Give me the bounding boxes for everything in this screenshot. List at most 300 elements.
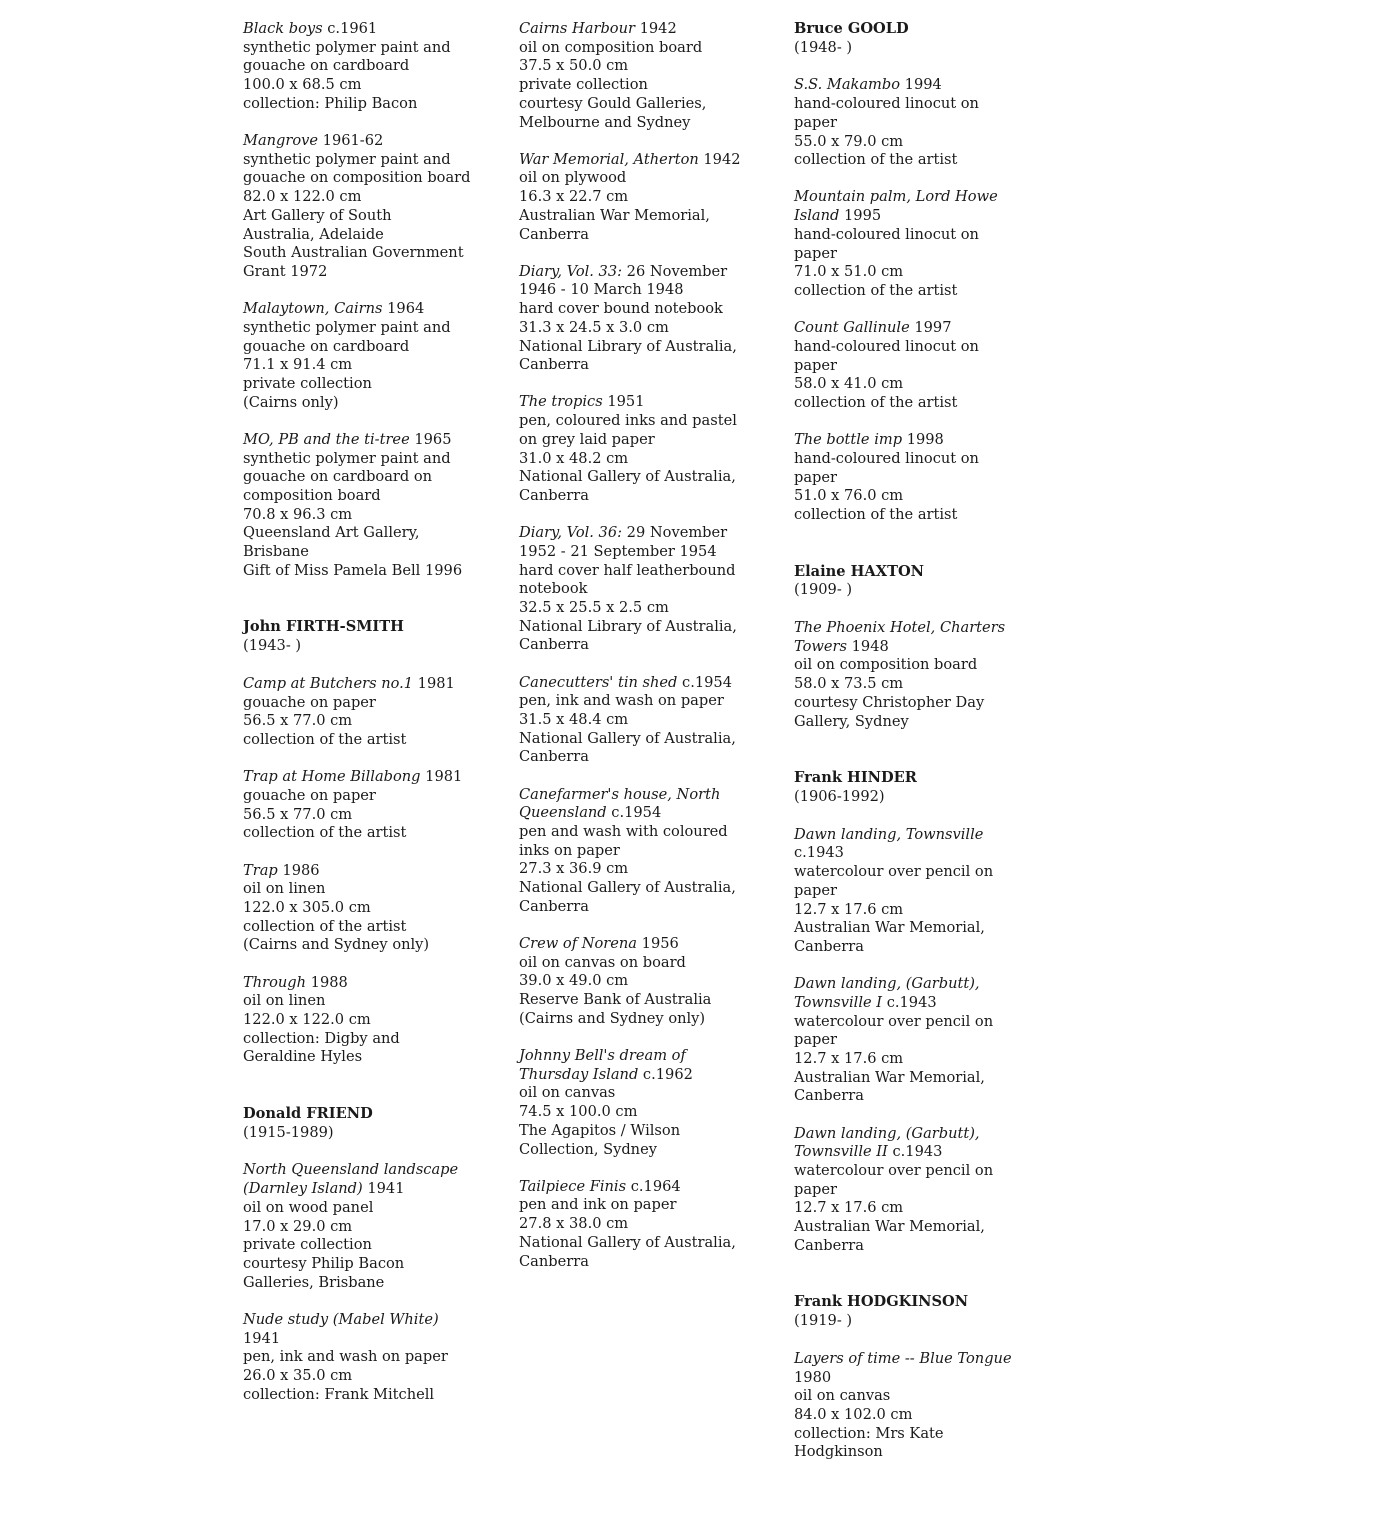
artwork-line: [243, 1330, 493, 1349]
artwork-line: [243, 1199, 493, 1218]
artwork-line: [794, 1218, 1044, 1237]
artwork-line: [794, 188, 1044, 207]
artwork-detail: pen, ink and wash on paper: [519, 692, 724, 710]
artwork-detail: private collection: [243, 1236, 372, 1254]
artwork-detail: (Cairns only): [243, 393, 339, 411]
artwork-line: [243, 338, 493, 357]
artwork-line: [794, 226, 1044, 245]
artwork-detail: watercolour over pencil on: [794, 863, 994, 881]
artwork-line: [794, 245, 1044, 264]
artwork-line: [519, 393, 764, 412]
artist-name: Donald FRIEND: [243, 1105, 373, 1123]
artwork-line: [243, 39, 493, 58]
artwork-detail: 1965: [409, 430, 452, 448]
artwork-line: [794, 919, 1044, 938]
artwork-detail: 58.0 x 41.0 cm: [794, 375, 904, 393]
artwork-detail: National Gallery of Australia,: [519, 729, 736, 747]
artwork-detail: on grey laid paper: [519, 430, 655, 448]
artwork-entry: [519, 674, 764, 768]
artwork-line: [794, 1406, 1044, 1425]
artwork-detail: (Cairns and Sydney only): [243, 936, 430, 954]
artwork-line: [519, 412, 764, 431]
artwork-line: [794, 1387, 1044, 1406]
artist-name: Frank HODGKINSON: [794, 1293, 969, 1311]
artwork-title: Towers: [794, 637, 847, 655]
artwork-title: Malaytown, Cairns: [243, 300, 383, 318]
artwork-title: MO, PB and the ti-tree: [243, 430, 410, 448]
artwork-detail: collection of the artist: [243, 824, 407, 842]
artwork-title: Black boys: [243, 20, 323, 37]
artwork-detail: Canberra: [794, 1236, 864, 1254]
artwork-line: [243, 562, 493, 581]
artwork-detail: Grant 1972: [243, 262, 328, 280]
artwork-line: [519, 95, 764, 114]
artwork-title: (Darnley Island): [243, 1180, 363, 1198]
artwork-line: [519, 954, 764, 973]
artwork-line: [794, 282, 1044, 301]
artwork-entry: [519, 1047, 764, 1159]
artwork-line: [243, 450, 493, 469]
artwork-detail: The Agapitos / Wilson: [519, 1121, 681, 1139]
artwork-detail: 1994: [900, 76, 942, 94]
artwork-detail: 12.7 x 17.6 cm: [794, 1049, 904, 1067]
artwork-line: [794, 1425, 1044, 1444]
artwork-detail: courtesy Philip Bacon: [243, 1254, 405, 1272]
artwork-line: [794, 394, 1044, 413]
artwork-line: [794, 1125, 1044, 1144]
artwork-line: [243, 675, 493, 694]
artwork-detail: 26 November: [622, 262, 728, 280]
artwork-line: [519, 935, 764, 954]
artwork-line: [794, 1199, 1044, 1218]
artwork-line: [243, 319, 493, 338]
artwork-detail: paper: [794, 1180, 837, 1198]
artwork-detail: Hodgkinson: [794, 1443, 883, 1461]
artwork-line: [243, 1236, 493, 1255]
artwork-detail: 37.5 x 50.0 cm: [519, 57, 629, 75]
artwork-detail: 1946 - 10 March 1948: [519, 281, 684, 299]
artwork-detail: Brisbane: [243, 543, 309, 561]
artwork-detail: collection: Mrs Kate: [794, 1424, 944, 1442]
artwork-line: [243, 188, 493, 207]
artwork-entry: [794, 1350, 1044, 1462]
artwork-detail: National Library of Australia,: [519, 337, 737, 355]
artwork-detail: 26.0 x 35.0 cm: [243, 1366, 353, 1384]
artwork-line: [519, 300, 764, 319]
artwork-detail: synthetic polymer paint and: [243, 150, 451, 168]
artwork-title: Diary, Vol. 33:: [519, 262, 623, 280]
artwork-detail: 71.1 x 91.4 cm: [243, 356, 353, 374]
artwork-detail: 1961-62: [318, 132, 384, 150]
artwork-detail: oil on canvas on board: [519, 953, 686, 971]
artwork-line: [794, 487, 1044, 506]
artwork-detail: synthetic polymer paint and: [243, 449, 451, 467]
artwork-detail: private collection: [519, 76, 648, 94]
artwork-detail: Geraldine Hyles: [243, 1048, 363, 1066]
artwork-detail: paper: [794, 881, 837, 899]
artwork-detail: 27.3 x 36.9 cm: [519, 860, 629, 878]
artwork-line: [519, 20, 764, 39]
artwork-line: [794, 675, 1044, 694]
artwork-line: [794, 1237, 1044, 1256]
artwork-line: [519, 281, 764, 300]
artwork-detail: gouache on cardboard on: [243, 468, 433, 486]
artwork-detail: National Gallery of Australia,: [519, 879, 736, 897]
artwork-line: [519, 431, 764, 450]
artwork-detail: Canberra: [794, 937, 864, 955]
artwork-line: [243, 394, 493, 413]
artwork-detail: Art Gallery of South: [243, 206, 392, 224]
artwork-line: [519, 1234, 764, 1253]
artwork-line: [794, 1369, 1044, 1388]
artist-heading: [794, 1293, 1044, 1330]
artwork-detail: Australian War Memorial,: [794, 1068, 985, 1086]
artwork-line: [519, 842, 764, 861]
artwork-detail: collection: Frank Mitchell: [243, 1385, 435, 1403]
artwork-title: S.S. Makambo: [794, 76, 901, 94]
artwork-detail: 1986: [277, 861, 320, 879]
artwork-detail: 1980: [794, 1368, 832, 1386]
artwork-detail: National Gallery of Australia,: [519, 1233, 736, 1251]
artwork-detail: Australian War Memorial,: [519, 206, 710, 224]
artwork-line: [243, 1180, 493, 1199]
artwork-entry: [243, 1311, 493, 1405]
artwork-detail: oil on linen: [243, 880, 326, 898]
artwork-detail: Melbourne and Sydney: [519, 113, 691, 131]
artwork-title: Nude study (Mabel White): [243, 1310, 439, 1328]
artwork-title: Townsville II: [794, 1143, 888, 1161]
artwork-title: The Phoenix Hotel, Charters: [794, 619, 1006, 637]
artwork-line: [519, 1047, 764, 1066]
artwork-detail: c.1961: [322, 20, 378, 37]
artwork-detail: 31.3 x 24.5 x 3.0 cm: [519, 318, 669, 336]
artwork-title: Diary, Vol. 36:: [519, 524, 623, 542]
artwork-detail: Australian War Memorial,: [794, 1218, 985, 1236]
artwork-detail: 51.0 x 76.0 cm: [794, 487, 904, 505]
artwork-line: [519, 151, 764, 170]
artwork-title: Trap at Home Billabong: [243, 768, 421, 786]
artwork-detail: hand-coloured linocut on: [794, 225, 979, 243]
artwork-line: [794, 1181, 1044, 1200]
artwork-detail: composition board: [243, 486, 381, 504]
artwork-title: The tropics: [519, 393, 603, 411]
artwork-detail: watercolour over pencil on: [794, 1012, 994, 1030]
artwork-detail: 17.0 x 29.0 cm: [243, 1217, 353, 1235]
artwork-entry: [519, 263, 764, 375]
artwork-line: [519, 898, 764, 917]
artist-name: Frank HINDER: [794, 769, 917, 787]
artwork-line: [243, 57, 493, 76]
artwork-line: [519, 1215, 764, 1234]
artwork-detail: 122.0 x 305.0 cm: [243, 898, 371, 916]
artwork-line: [794, 826, 1044, 845]
artwork-detail: notebook: [519, 580, 588, 598]
artwork-line: [519, 1010, 764, 1029]
artwork-line: [794, 638, 1044, 657]
artwork-detail: 1995: [839, 207, 882, 225]
artwork-line: [243, 880, 493, 899]
artwork-line: [519, 1066, 764, 1085]
artwork-detail: National Gallery of Australia,: [519, 468, 736, 486]
artwork-line: [794, 114, 1044, 133]
artwork-title: Mangrove: [243, 132, 319, 150]
artwork-line: [794, 1050, 1044, 1069]
artwork-line: [794, 357, 1044, 376]
artwork-detail: National Library of Australia,: [519, 617, 737, 635]
artwork-detail: Canberra: [519, 748, 589, 766]
catalogue-column-2: [519, 20, 764, 1290]
artwork-detail: 1951: [602, 393, 645, 411]
artwork-entry: [519, 393, 764, 505]
artwork-line: [794, 994, 1044, 1013]
artwork-detail: 1952 - 21 September 1954: [519, 542, 717, 560]
artwork-line: [794, 506, 1044, 525]
artwork-detail: (Cairns and Sydney only): [519, 1009, 706, 1027]
artwork-line: [243, 263, 493, 282]
artwork-detail: pen, ink and wash on paper: [243, 1348, 448, 1366]
artwork-detail: collection: Digby and: [243, 1029, 400, 1047]
artwork-detail: 1942: [634, 20, 677, 37]
artwork-detail: 32.5 x 25.5 x 2.5 cm: [519, 598, 669, 616]
artwork-line: [794, 656, 1044, 675]
artwork-title: Johnny Bell's dream of: [519, 1047, 686, 1065]
artwork-line: [519, 263, 764, 282]
artwork-title: Dawn landing, (Garbutt),: [794, 975, 980, 993]
artwork-detail: 100.0 x 68.5 cm: [243, 76, 362, 94]
artwork-detail: Canberra: [519, 486, 589, 504]
artwork-line: [243, 974, 493, 993]
artwork-line: [519, 991, 764, 1010]
artwork-title: Mountain palm, Lord Howe: [794, 188, 998, 206]
artwork-detail: c.1964: [626, 1177, 681, 1195]
artwork-detail: gouache on cardboard: [243, 337, 410, 355]
artwork-line: [519, 618, 764, 637]
artwork-detail: collection of the artist: [243, 731, 407, 748]
artwork-entry: [243, 675, 493, 750]
artwork-line: [243, 356, 493, 375]
artwork-line: [519, 1253, 764, 1272]
artwork-line: [243, 169, 493, 188]
artwork-line: [519, 674, 764, 693]
artwork-entry: [519, 935, 764, 1029]
artwork-line: [794, 938, 1044, 957]
artwork-title: War Memorial, Atherton: [519, 150, 699, 168]
artwork-detail: pen and wash with coloured: [519, 823, 728, 841]
artwork-detail: c.1962: [638, 1065, 693, 1083]
artwork-detail: 56.5 x 77.0 cm: [243, 805, 353, 823]
artwork-line: [243, 992, 493, 1011]
artwork-line: [243, 899, 493, 918]
artwork-line: [519, 636, 764, 655]
artwork-detail: paper: [794, 113, 837, 131]
artwork-title: Dawn landing, (Garbutt),: [794, 1124, 980, 1142]
artwork-detail: pen, coloured inks and pastel: [519, 412, 737, 430]
artwork-line: [519, 356, 764, 375]
artwork-line: [243, 1386, 493, 1405]
artwork-entry: [243, 862, 493, 956]
artwork-detail: 122.0 x 122.0 cm: [243, 1010, 371, 1028]
artwork-entry: [243, 132, 493, 282]
artwork-detail: 82.0 x 122.0 cm: [243, 188, 362, 206]
artwork-title: Camp at Butchers no.1: [243, 674, 414, 692]
artwork-detail: 1988: [306, 973, 348, 991]
artist-heading: [243, 618, 493, 655]
artwork-entry: [243, 974, 493, 1068]
artwork-detail: 70.8 x 96.3 cm: [243, 505, 353, 523]
artwork-title: Townsville I: [794, 993, 883, 1011]
artwork-detail: 74.5 x 100.0 cm: [519, 1103, 638, 1121]
artwork-line: [519, 1084, 764, 1103]
artwork-entry: [243, 300, 493, 412]
artwork-entry: [519, 20, 764, 132]
artwork-title: North Queensland landscape: [243, 1161, 459, 1179]
artwork-entry: [519, 524, 764, 655]
artwork-line: [519, 580, 764, 599]
artwork-line: [519, 879, 764, 898]
artwork-detail: paper: [794, 1031, 837, 1049]
artwork-entry: [243, 1161, 493, 1292]
artwork-detail: Canberra: [794, 1087, 864, 1105]
artwork-detail: 1941: [243, 1329, 281, 1347]
artwork-line: [243, 1367, 493, 1386]
artwork-line: [243, 244, 493, 263]
artwork-line: [794, 1443, 1044, 1462]
artwork-line: [243, 506, 493, 525]
artwork-title: Layers of time -- Blue Tongue: [794, 1349, 1012, 1367]
artwork-line: [794, 450, 1044, 469]
artwork-line: [243, 543, 493, 562]
artwork-line: [519, 450, 764, 469]
artwork-detail: 1956: [637, 935, 679, 953]
artwork-line: [243, 207, 493, 226]
artwork-line: [243, 712, 493, 731]
artwork-line: [243, 226, 493, 245]
artist-name: Bruce GOOLD: [794, 20, 909, 37]
artwork-detail: 31.5 x 48.4 cm: [519, 711, 629, 728]
artwork-detail: collection of the artist: [794, 281, 958, 299]
artist-dates: (1906-1992): [794, 788, 885, 805]
artwork-line: [794, 207, 1044, 226]
artwork-line: [519, 524, 764, 543]
artwork-detail: Canberra: [519, 356, 589, 374]
artwork-detail: c.1943: [794, 844, 844, 862]
artwork-title: Island: [794, 207, 840, 225]
artwork-detail: Gallery, Sydney: [794, 712, 909, 730]
artwork-detail: hard cover bound notebook: [519, 300, 723, 318]
artwork-entry: [519, 151, 764, 245]
artwork-line: [519, 57, 764, 76]
artwork-line: [243, 1048, 493, 1067]
artwork-line: [794, 1069, 1044, 1088]
artwork-detail: 39.0 x 49.0 cm: [519, 972, 629, 990]
artwork-detail: c.1954: [606, 804, 662, 822]
artwork-detail: 31.0 x 48.2 cm: [519, 449, 629, 467]
artwork-line: [519, 1141, 764, 1160]
artwork-title: Crew of Norena: [519, 935, 638, 953]
artwork-detail: oil on composition board: [519, 38, 703, 56]
artwork-detail: collection: Philip Bacon: [243, 94, 418, 112]
artwork-line: [794, 619, 1044, 638]
artwork-detail: oil on composition board: [794, 656, 978, 674]
artwork-line: [794, 1350, 1044, 1369]
artwork-line: [519, 1122, 764, 1141]
artwork-detail: private collection: [243, 374, 372, 392]
artwork-title: Canefarmer's house, North: [519, 785, 721, 803]
artwork-line: [243, 1030, 493, 1049]
artwork-entry: [243, 768, 493, 843]
artwork-detail: hard cover half leatherbound: [519, 561, 736, 579]
artwork-line: [519, 207, 764, 226]
artwork-detail: collection of the artist: [243, 917, 407, 935]
artwork-detail: paper: [794, 468, 837, 486]
artwork-detail: Galleries, Brisbane: [243, 1273, 385, 1291]
artwork-detail: c.1943: [887, 1143, 943, 1161]
artwork-detail: oil on canvas: [794, 1387, 891, 1405]
artwork-line: [519, 1178, 764, 1197]
artwork-detail: 1964: [382, 300, 425, 318]
artist-dates: (1919- ): [794, 1312, 853, 1330]
artwork-entry: [794, 826, 1044, 957]
artwork-line: [519, 39, 764, 58]
artwork-line: [243, 787, 493, 806]
artwork-detail: oil on canvas: [519, 1084, 616, 1102]
artwork-detail: 1998: [902, 431, 944, 449]
artwork-detail: hand-coloured linocut on: [794, 95, 979, 113]
artwork-line: [243, 1161, 493, 1180]
artwork-detail: 71.0 x 51.0 cm: [794, 263, 904, 281]
artwork-line: [243, 1218, 493, 1237]
artwork-line: [794, 1162, 1044, 1181]
artwork-line: [243, 300, 493, 319]
artwork-detail: 27.8 x 38.0 cm: [519, 1215, 629, 1233]
artwork-detail: Canberra: [519, 897, 589, 915]
artwork-line: [794, 844, 1044, 863]
artwork-line: [243, 806, 493, 825]
artist-dates: (1909- ): [794, 581, 853, 599]
artwork-line: [243, 375, 493, 394]
artwork-line: [519, 188, 764, 207]
artwork-entry: [794, 975, 1044, 1106]
artwork-detail: 1941: [362, 1180, 405, 1198]
artwork-line: [243, 20, 493, 39]
artwork-line: [794, 431, 1044, 450]
artwork-line: [519, 562, 764, 581]
artwork-line: [243, 431, 493, 450]
artwork-line: [519, 692, 764, 711]
artwork-detail: paper: [794, 244, 837, 262]
artwork-line: [519, 972, 764, 991]
artwork-line: [519, 748, 764, 767]
artwork-line: [243, 862, 493, 881]
artwork-title: Canecutters' tin shed: [519, 673, 678, 691]
artwork-line: [794, 469, 1044, 488]
artwork-detail: 29 November: [622, 524, 728, 542]
artwork-line: [794, 151, 1044, 170]
artwork-entry: [794, 319, 1044, 413]
artwork-line: [519, 76, 764, 95]
artist-heading: [794, 20, 1044, 57]
artwork-detail: Canberra: [519, 636, 589, 654]
artwork-line: [794, 375, 1044, 394]
artwork-line: [243, 487, 493, 506]
artwork-detail: 1981: [420, 768, 463, 786]
artwork-detail: hand-coloured linocut on: [794, 449, 979, 467]
artwork-line: [243, 1274, 493, 1293]
artwork-detail: pen and ink on paper: [519, 1196, 677, 1214]
artwork-detail: Canberra: [519, 225, 589, 243]
artwork-detail: synthetic polymer paint and: [243, 318, 451, 336]
artwork-line: [794, 863, 1044, 882]
